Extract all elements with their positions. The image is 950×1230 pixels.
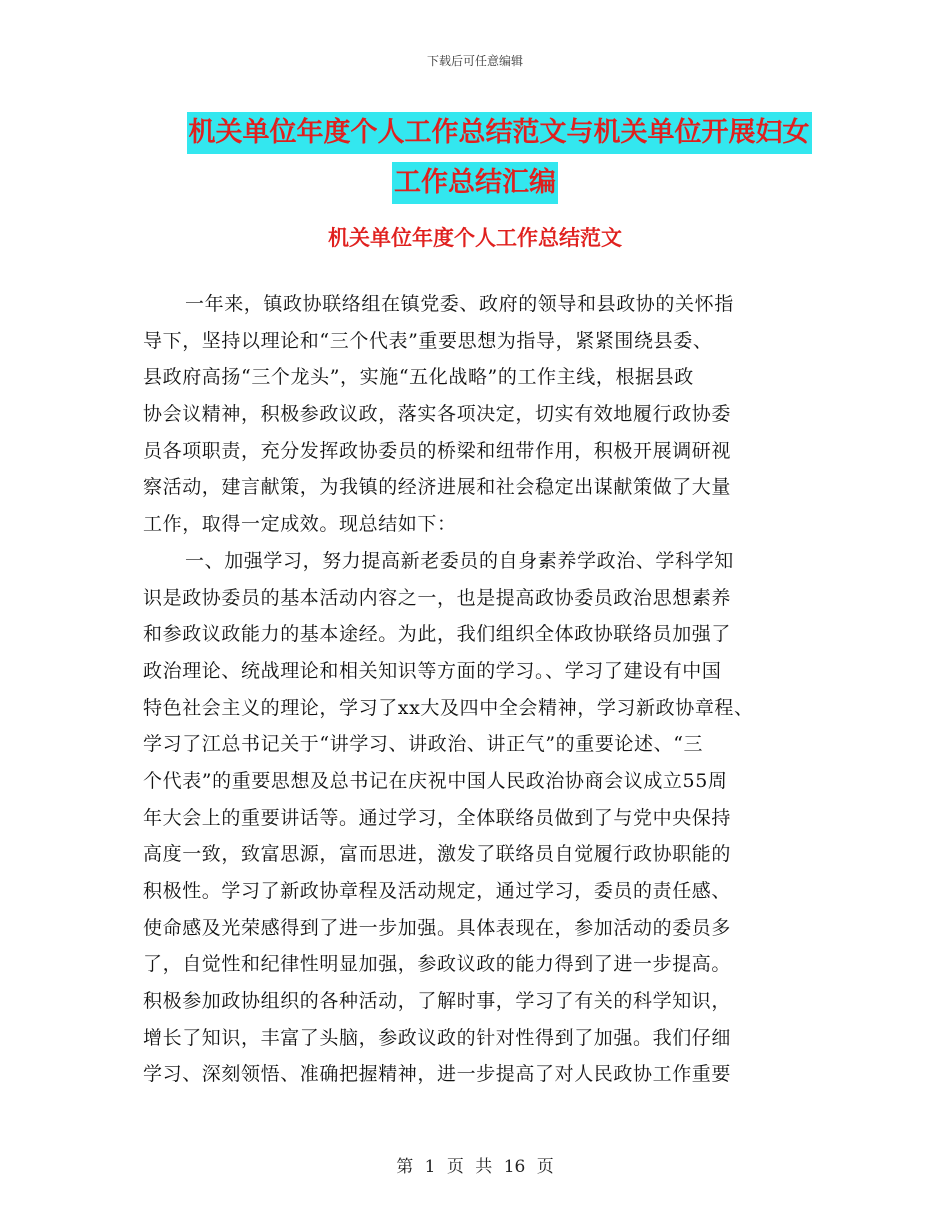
- paragraph-2-line-8: 年大会上的重要讲话等。通过学习，全体联络员做到了与党中央保持: [143, 806, 732, 829]
- paragraph-2-line-6: 学习了江总书记关于“讲学习、讲政治、讲正气”的重要论述、“三: [143, 733, 704, 756]
- paragraph-2-line-5: 特色社会主义的理论，学习了xx大及四中全会精神，学习新政协章程、: [143, 696, 754, 719]
- title-line-spacer: [0, 154, 950, 162]
- paragraph-2-line-1: 一、加强学习，努力提高新老委员的自身素养学政治、学科学知: [185, 549, 734, 572]
- paragraph-2-line-10: 积极性。学习了新政协章程及活动规定，通过学习，委员的责任感、: [143, 880, 732, 902]
- page-number-footer: 第 1 页 共 16 页: [396, 1157, 554, 1177]
- paragraph-2-line-13: 积极参加政协组织的各种活动，了解时事，学习了有关的科学知识，: [143, 990, 732, 1013]
- paragraph-1-line-2: 导下，坚持以理论和“三个代表”重要思想为指导，紧紧围绕县委、: [143, 329, 713, 352]
- document-title: [0, 112, 950, 204]
- document-body: [143, 286, 823, 1093]
- document-title-line-2: 工作总结汇编: [392, 162, 558, 204]
- section-title: 机关单位年度个人工作总结范文: [328, 226, 622, 250]
- paragraph-1-line-1: 一年来，镇政协联络组在镇党委、政府的领导和县政协的关怀指: [185, 293, 734, 315]
- paragraph-2-line-9: 高度一致，致富思源，富而思进，激发了联络员自觉履行政协职能的: [143, 843, 732, 866]
- paragraph-2-line-12: 了，自觉性和纪律性明显加强，参政议政的能力得到了进一步提高。: [143, 953, 732, 976]
- page-header-note: 下载后可任意编辑: [426, 54, 523, 68]
- paragraph-2-line-14: 增长了知识，丰富了头脑，参政议政的针对性得到了加强。我们仔细: [143, 1026, 732, 1049]
- paragraph-1-line-6: 察活动，建言献策，为我镇的经济进展和社会稳定出谋献策做了大量: [143, 476, 732, 499]
- paragraph-1-line-7: 工作，取得一定成效。现总结如下：: [143, 513, 457, 536]
- document-title-line-1: 机关单位年度个人工作总结范文与机关单位开展妇女: [187, 112, 812, 154]
- paragraph-2-line-3: 和参政议政能力的基本途经。为此，我们组织全体政协联络员加强了: [143, 623, 732, 646]
- paragraph-2-line-4: 政治理论、统战理论和相关知识等方面的学习。、学习了建设有中国: [143, 659, 722, 682]
- paragraph-2-line-7: 个代表”的重要思想及总书记在庆祝中国人民政治协商会议成立55周: [143, 769, 728, 792]
- paragraph-2-line-2: 识是政协委员的基本活动内容之一，也是提高政协委员政治思想素养: [143, 586, 732, 609]
- paragraph-1-line-3: 县政府高扬“三个龙头”，实施“五化战略”的工作主线，根据县政: [143, 366, 694, 389]
- paragraph-1-line-4: 协会议精神，积极参政议政，落实各项决定，切实有效地履行政协委: [143, 403, 732, 426]
- paragraph-1-line-5: 员各项职责，充分发挥政协委员的桥梁和纽带作用，积极开展调研视: [143, 439, 732, 462]
- paragraph-2-line-15: 学习、深刻领悟、准确把握精神，进一步提高了对人民政协工作重要: [143, 1063, 732, 1086]
- paragraph-2-line-11: 使命感及光荣感得到了进一步加强。具体表现在，参加活动的委员多: [143, 916, 732, 939]
